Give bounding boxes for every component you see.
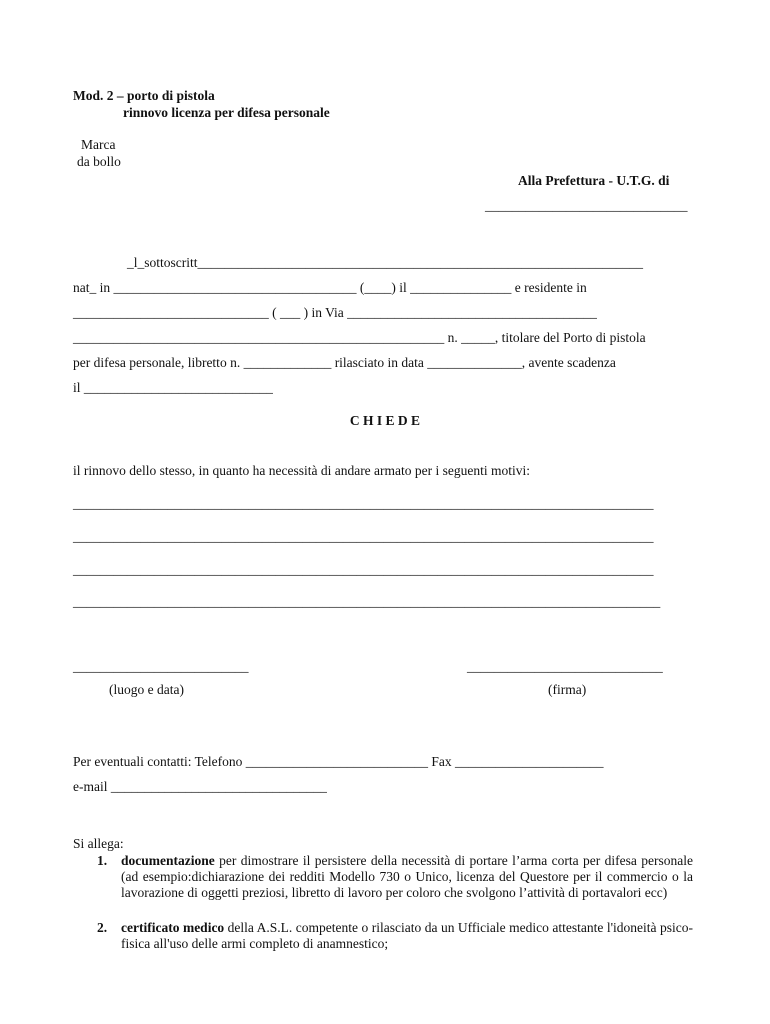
- reason-line-2: ______________________________________________________________________________________: [73, 529, 654, 544]
- recipient-blank: ______________________________: [485, 198, 688, 213]
- request-text: il rinnovo dello stesso, in quanto ha necessità di andare armato per i seguenti motivi:: [73, 463, 531, 478]
- signature-blank: _____________________________: [467, 659, 663, 674]
- form-code: Mod. 2 – porto di pistola: [73, 88, 215, 103]
- reason-line-1: ______________________________________________________________________________________: [73, 496, 654, 511]
- recipient-title: Alla Prefettura - U.T.G. di: [518, 173, 670, 188]
- form-subtitle: rinnovo licenza per difesa personale: [123, 105, 330, 120]
- attachment-1-number: 1.: [97, 853, 108, 868]
- reason-line-4: _______________________________________________________________________________________: [73, 594, 661, 609]
- attachment-2-description: della A.S.L. competente o rilasciato da un Ufficiale medico attestante l'idoneità psico-fisica all'uso delle armi completo di anamnestico;: [121, 920, 693, 951]
- signature-label: (firma): [548, 682, 587, 697]
- stamp-label-line1: Marca: [81, 137, 116, 152]
- attachment-2-number: 2.: [97, 920, 108, 935]
- attachments-intro: Si allega:: [73, 836, 124, 851]
- place-date-label: (luogo e data): [109, 682, 184, 697]
- stamp-label-line2: da bollo: [77, 154, 121, 169]
- email-line: e-mail ________________________________: [73, 779, 327, 794]
- undersigned-line: _l_sottoscritt__________________________________________________________________: [127, 255, 643, 270]
- address-line: _____________________________ ( ___ ) in Via _____________________________________: [73, 305, 597, 320]
- expiry-line: il ____________________________: [73, 380, 273, 395]
- phone-fax-line: Per eventuali contatti: Telefono ___________________________ Fax ______________________: [73, 754, 604, 769]
- attachment-1-text: [121, 853, 693, 901]
- attachment-1-description: per dimostrare il persistere della necessità di portare l’arma corta per difesa personale (ad esempio:dichiarazione dei redditi Modello 730 o Unico, licenza del Questore per il commercio o la lavorazione di oggetti preziosi, libretto di lavoro per coloro che svolgono l’attività di portavalori ecc): [121, 853, 693, 900]
- attachment-1-title: documentazione: [121, 853, 215, 868]
- license-line: per difesa personale, libretto n. _____________ rilasciato in data ______________, avente scadenza: [73, 355, 616, 370]
- request-heading: C H I E D E: [349, 413, 421, 428]
- reason-line-3: ______________________________________________________________________________________: [73, 562, 654, 577]
- permit-holder-line: _______________________________________________________ n. _____, titolare del Porto di pistola: [73, 330, 646, 345]
- birth-residence-line: nat_ in ____________________________________ (____) il _______________ e residente in: [73, 280, 587, 295]
- place-date-blank: __________________________: [73, 659, 249, 674]
- attachment-2-text: [121, 920, 693, 952]
- attachment-2-title: certificato medico: [121, 920, 225, 935]
